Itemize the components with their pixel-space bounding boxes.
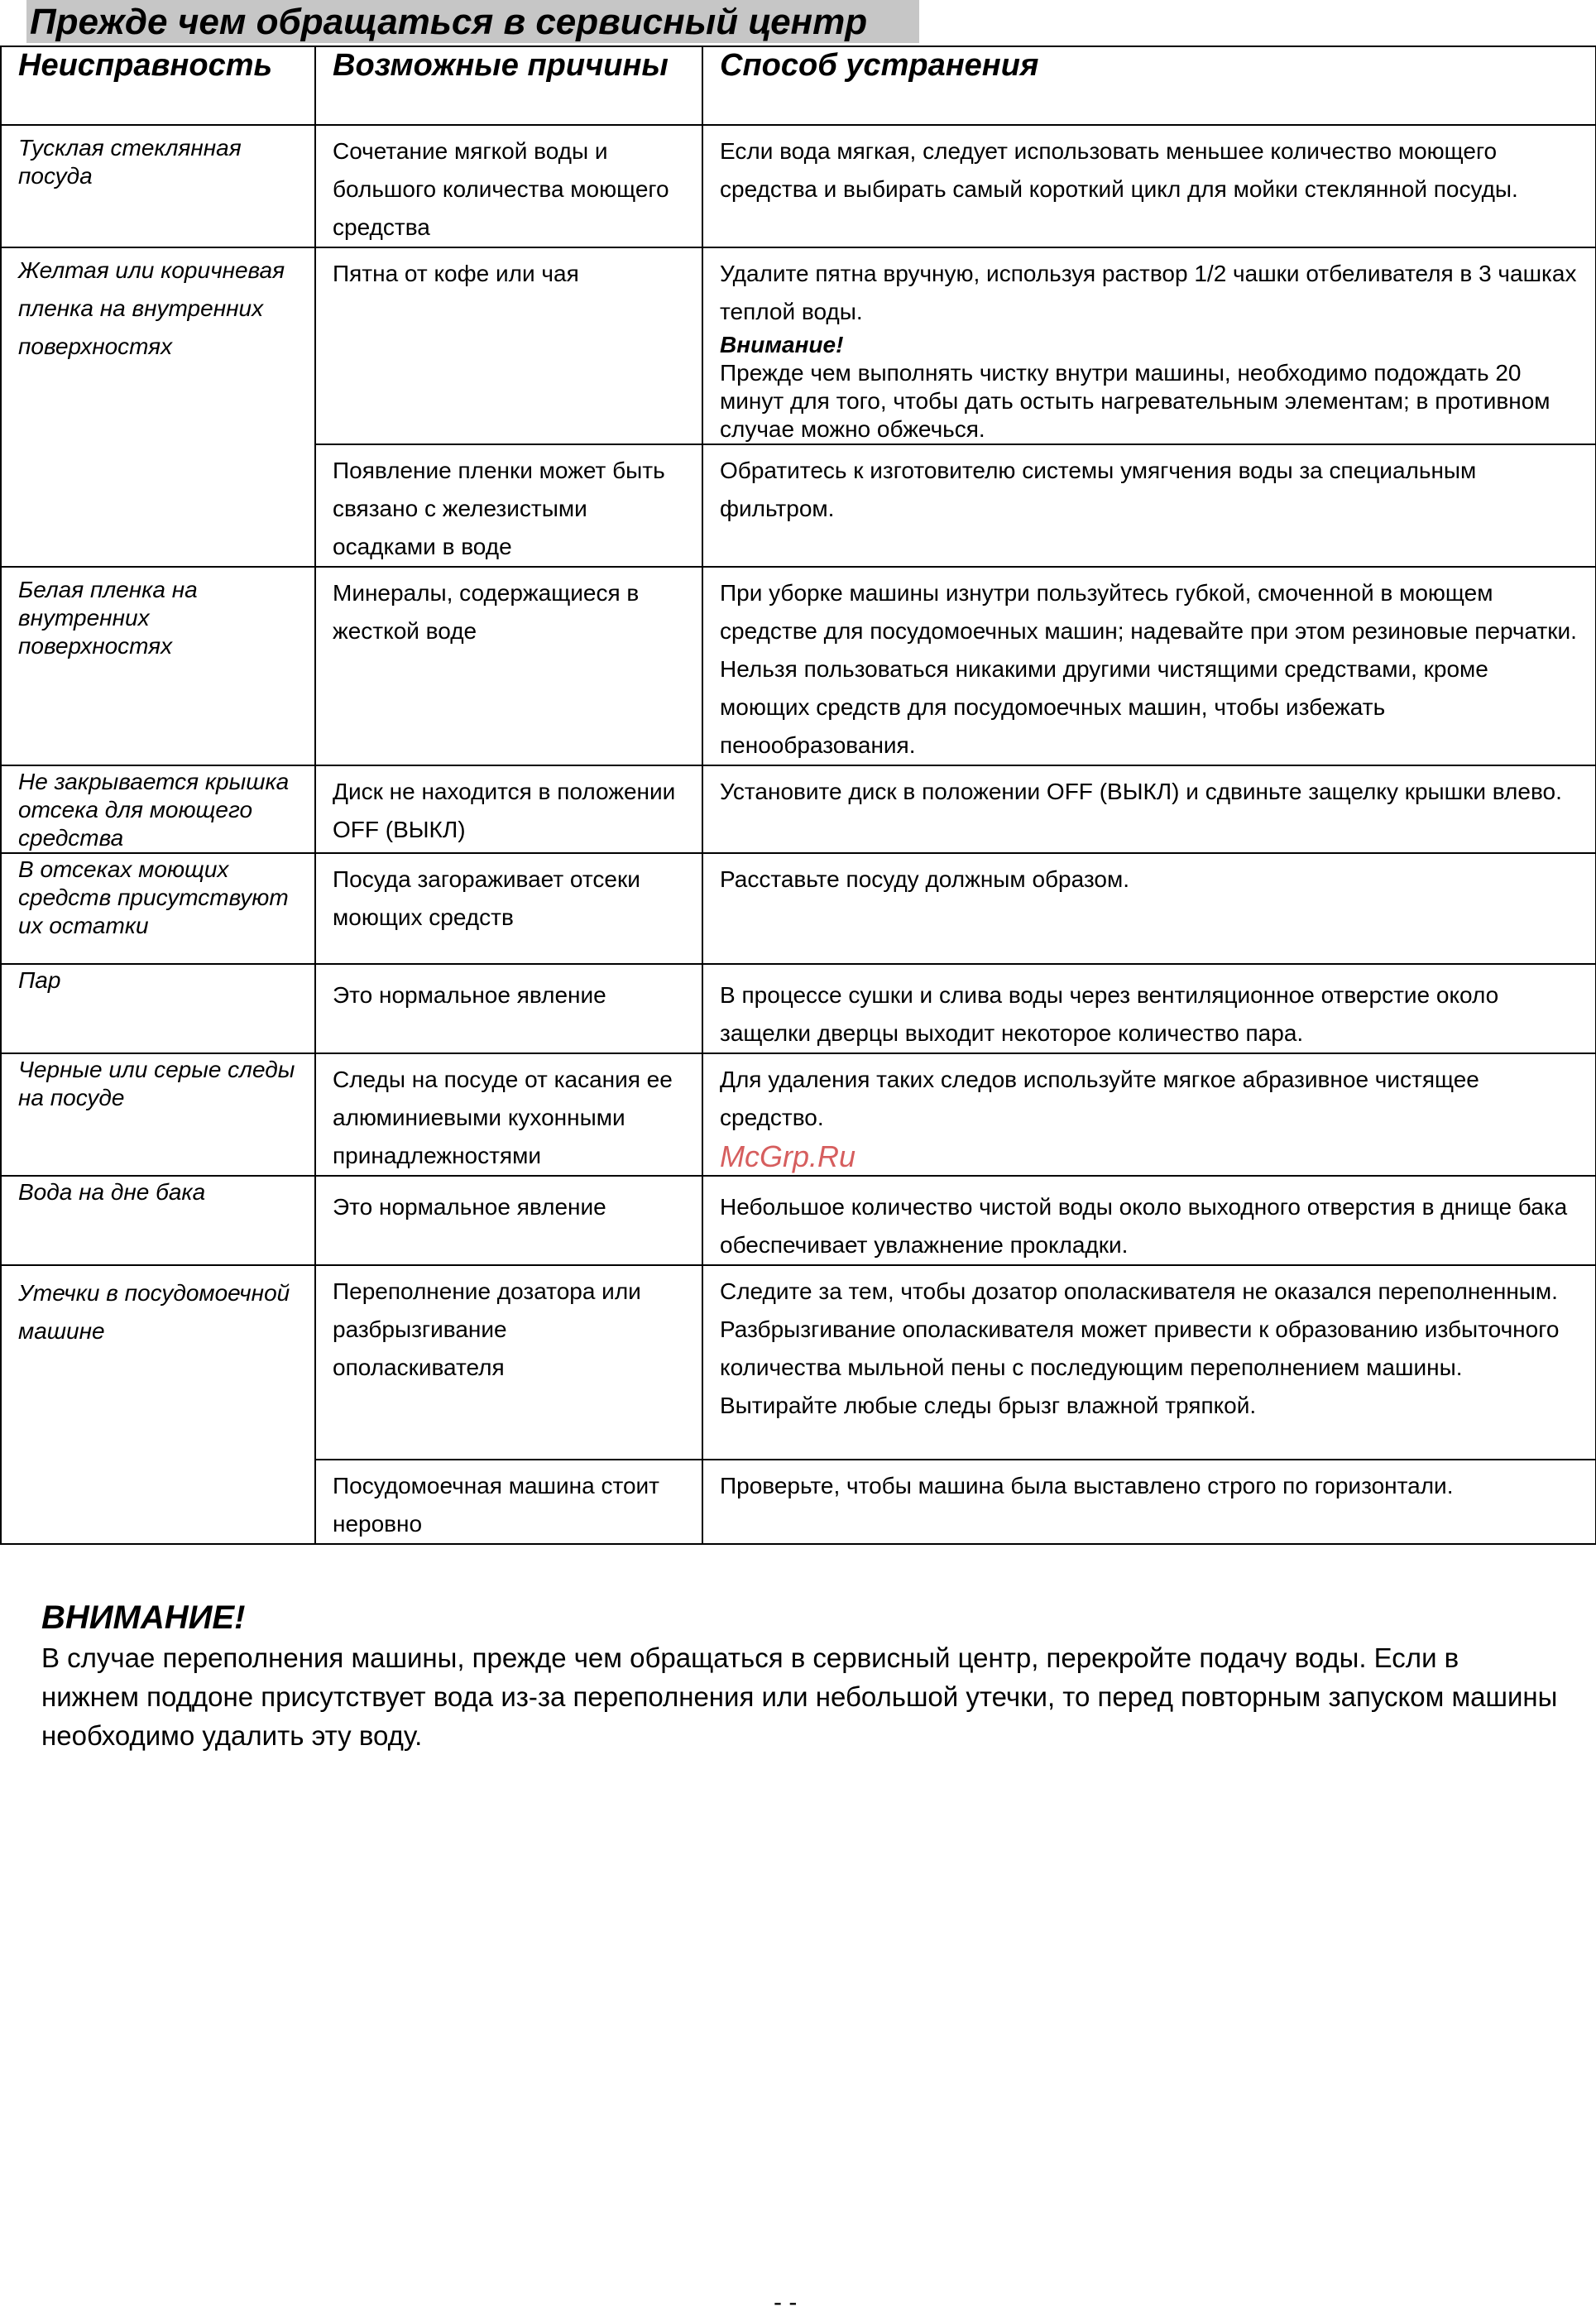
cause-cell: Сочетание мягкой воды и большого количества моющего средства [315, 125, 702, 247]
cause-cell: Это нормальное явление [315, 964, 702, 1053]
fault-cell: Черные или серые следы на посуде [1, 1053, 315, 1176]
cause-cell: Пятна от кофе или чая [315, 247, 702, 444]
cause-cell: Диск не находится в положении OFF (ВЫКЛ) [315, 765, 702, 853]
cause-cell: Следы на посуде от касания ее алюминиевыми кухонными принадлежностями [315, 1053, 702, 1176]
attention-heading: ВНИМАНИЕ! [41, 1599, 246, 1636]
cause-cell: Переполнение дозатора или разбрызгивание ополаскивателя [315, 1265, 702, 1460]
page-title: Прежде чем обращаться в сервисный центр [26, 0, 919, 43]
troubleshooting-table [0, 46, 1596, 1545]
attention-note [41, 1597, 1564, 1755]
table-row [1, 1265, 1596, 1460]
table-row [1, 853, 1596, 964]
fault-cell: Желтая или коричневая пленка на внутренних поверхностях [1, 247, 315, 567]
fix-cell: Проверьте, чтобы машина была выставлено строго по горизонтали. [702, 1460, 1596, 1544]
fix-cell [702, 247, 1596, 444]
fix-cell: Для удаления таких следов используйте мягкое абразивное чистящее средство. [702, 1053, 1596, 1176]
table-row [1, 567, 1596, 765]
header-cause: Возможные причины [315, 46, 702, 125]
fault-cell: Вода на дне бака [1, 1176, 315, 1265]
cause-cell: Посудомоечная машина стоит неровно [315, 1460, 702, 1544]
fix-text: Удалите пятна вручную, используя раствор 1/2 чашки отбеливателя в 3 чашках теплой воды. [720, 261, 1577, 324]
fault-cell: Пар [1, 964, 315, 1053]
cause-cell: Минералы, содержащиеся в жесткой воде [315, 567, 702, 765]
table-row [1, 765, 1596, 853]
table-row [1, 964, 1596, 1053]
fix-cell [702, 1265, 1596, 1460]
fault-cell: Утечки в посудомоечной машине [1, 1265, 315, 1544]
fault-cell: Тусклая стеклянная посуда [1, 125, 315, 247]
fix-cell: В процессе сушки и слива воды через вентиляционное отверстие около защелки дверцы выходит некоторое количество пара. [702, 964, 1596, 1053]
fix-cell: При уборке машины изнутри пользуйтесь губкой, смоченной в моющем средстве для посудомоечных машин; надевайте при этом резиновые перчатки. Нельзя пользоваться никакими другими чистящими средствами, кроме моющих средств для посудомоечных машин, чтобы избежать пенообразования. [702, 567, 1596, 765]
header-fix: Способ устранения [702, 46, 1596, 125]
fix-extra-text: Разбрызгивание ополаскивателя может привести к образованию избыточного количества мыльной пены с последующим переполнением машины. Вытирайте любые следы брызг влажной тряпкой. [720, 1316, 1560, 1418]
fix-warning-text: Прежде чем выполнять чистку внутри машины, необходимо подождать 20 минут для того, чтобы дать остыть нагревательным элементам; в противном случае можно обжечься. [720, 360, 1550, 442]
cause-cell: Появление пленки может быть связано с железистыми осадками в воде [315, 444, 702, 567]
header-fault: Неисправность [1, 46, 315, 125]
fault-cell: В отсеках моющих средств присутствуют их остатки [1, 853, 315, 964]
fault-cell: Белая пленка на внутренних поверхностях [1, 567, 315, 765]
fix-cell: Установите диск в положении OFF (ВЫКЛ) и сдвиньте защелку крышки влево. [702, 765, 1596, 853]
fix-text: Следите за тем, чтобы дозатор ополаскивателя не оказался переполненным. [720, 1278, 1558, 1304]
fix-warning-label: Внимание! [720, 332, 844, 357]
watermark: McGrp.Ru [720, 1139, 856, 1173]
fault-cell: Не закрывается крышка отсека для моющего средства [1, 765, 315, 853]
cause-cell: Это нормальное явление [315, 1176, 702, 1265]
cause-cell: Посуда загораживает отсеки моющих средств [315, 853, 702, 964]
attention-text: В случае переполнения машины, прежде чем обращаться в сервисный центр, перекройте подачу воды. Если в нижнем поддоне присутствует вода из-за переполнения или небольшой утечки, то перед повторным запуском машины необходимо удалить эту воду. [41, 1642, 1558, 1751]
table-header-row [1, 46, 1596, 125]
table-row [1, 247, 1596, 444]
fix-cell: Небольшое количество чистой воды около выходного отверстия в днище бака обеспечивает увлажнение прокладки. [702, 1176, 1596, 1265]
fix-cell: Обратитесь к изготовителю системы умягчения воды за специальным фильтром. [702, 444, 1596, 567]
fix-cell: Если вода мягкая, следует использовать меньшее количество моющего средства и выбирать самый короткий цикл для мойки стеклянной посуды. [702, 125, 1596, 247]
table-row [1, 1176, 1596, 1265]
table-row [1, 125, 1596, 247]
page-number: - - [774, 2289, 798, 2316]
fix-cell: Расставьте посуду должным образом. [702, 853, 1596, 964]
